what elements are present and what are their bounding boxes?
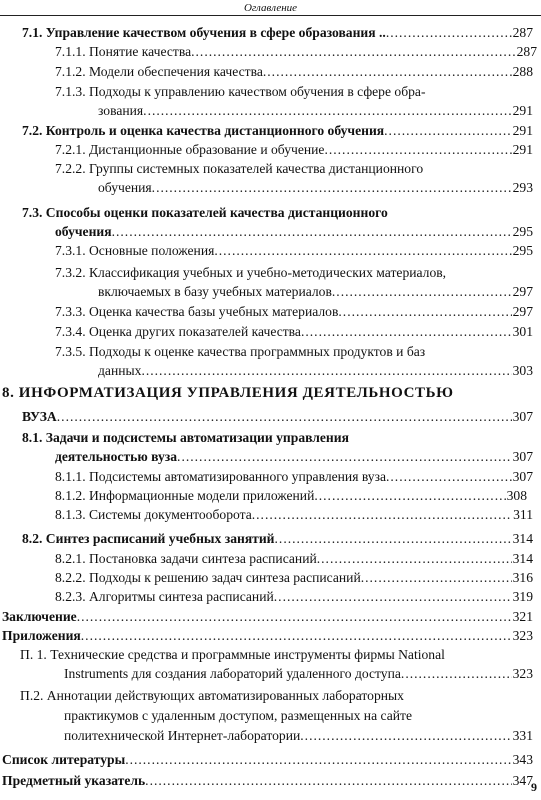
toc-entry-8-2-2 [55,569,533,587]
toc-leader [125,751,511,769]
toc-page-number: 301 [512,324,533,339]
toc-leader [274,588,512,606]
toc-entry-8-1 [22,429,533,447]
toc-entry-title: 7.3.2. Классификация учебных и учебно-методических материалов, [55,265,447,280]
toc-page-number: 303 [512,363,533,378]
toc-entry-7-3-1 [55,242,533,260]
toc-entry-7-3-cont [55,223,533,241]
toc-leader [338,303,511,321]
toc-entry-title: 8.1.3. Системы документооборота [55,507,252,522]
toc-entry-title: П.2. Аннотации действующих автоматизированных лабораторных [20,688,404,703]
toc-page-number: 307 [512,409,533,424]
toc-page-number: 347 [512,773,533,788]
toc-entry-title: 7.1.3. Подходы к управлению качеством обучения в сфере обра- [55,84,426,99]
toc-entry-appendix-2-cont-2 [64,727,533,745]
toc-entry-title: 8. ИНФОРМАТИЗАЦИЯ УПРАВЛЕНИЯ ДЕЯТЕЛЬНОСТЬЮ [2,385,454,401]
toc-leader [361,569,512,587]
toc-page-number: 287 [516,44,537,59]
toc-entry-chapter-8 [2,384,533,402]
toc-leader [332,283,512,301]
toc-entry-title: 7.3. Способы оценки показателей качества дистанционного [22,205,388,220]
toc-entry-title: П. 1. Технические средства и программные инструменты фирмы National [20,647,445,662]
toc-entry-title: Список литературы [2,752,126,767]
toc-entry-title: политехнической Интернет-лаборатории [64,728,301,743]
toc-leader [263,63,512,81]
toc-leader [300,727,511,745]
toc-entry-title: 7.1. Управление качеством обучения в сфере образования .. [22,25,386,40]
toc-entry-appendix-2-cont-1 [64,707,533,725]
toc-entry-index [2,772,533,790]
toc-entry-8-2 [22,530,533,548]
toc-entry-title: 8.1. Задачи и подсистемы автоматизации управления [22,430,349,445]
toc-entry-7-1 [22,24,533,42]
toc-page-number: 291 [512,123,533,138]
toc-entry-title: Instruments для создания лабораторий удаленного доступа [64,666,401,681]
toc-entry-7-3-3 [55,303,533,321]
toc-entry-title: 8.2.1. Постановка задачи синтеза расписаний [55,551,317,566]
toc-page-number: 295 [512,243,533,258]
toc-leader [317,550,512,568]
toc-entry-8-2-3 [55,588,533,606]
toc-entry-title: практикумов с удаленным доступом, размещенных на сайте [64,708,413,723]
toc-page-number: 288 [512,64,533,79]
toc-entry-7-1-3 [55,83,533,101]
toc-leader [152,179,512,197]
toc-leader [141,362,511,380]
toc-entry-7-2-2 [55,160,533,178]
toc-leader [314,487,505,505]
toc-page-number: 321 [512,609,533,624]
toc-entry-7-2-1 [55,141,533,159]
toc-page-number: 331 [512,728,533,743]
toc-entry-8-1-cont [55,448,533,466]
running-header: Оглавление [243,2,298,14]
toc-page-number: 287 [512,25,533,40]
toc-page-number: 291 [512,103,533,118]
toc-entry-appendix-1 [20,646,533,664]
toc-leader [275,530,512,548]
toc-entry-title: 8.1.2. Информационные модели приложений [55,488,315,503]
toc-entry-title: 7.3.3. Оценка качества базы учебных материалов [55,304,339,319]
toc-entry-title: 8.2. Синтез расписаний учебных занятий [22,531,275,546]
toc-entry-title: 7.2.1. Дистанционные образование и обучение [55,142,325,157]
toc-page-number: 293 [512,180,533,195]
toc-leader [386,468,512,486]
toc-entry-appendix-1-cont [64,665,533,683]
toc-entry-title: 7.3.4. Оценка других показателей качества [55,324,301,339]
toc-entry-title: обучения [55,224,112,239]
toc-entry-title: включаемых в базу учебных материалов [98,284,332,299]
toc-page-number: 297 [512,304,533,319]
toc-entry-8-2-1 [55,550,533,568]
toc-page-number: 314 [512,531,533,546]
toc-leader [145,772,511,790]
toc-page-number: 308 [506,488,527,503]
toc-entry-title: 8.1.1. Подсистемы автоматизированного управления вуза [55,469,386,484]
header-rule [0,15,541,16]
page-number: 9 [531,780,537,794]
toc-entry-title: Заключение [2,609,77,624]
toc-entry-chapter-8-cont [22,408,533,426]
toc-entry-title: ВУЗА [22,409,57,424]
toc-page-number: 297 [512,284,533,299]
toc-entry-7-2 [22,122,533,140]
toc-entry-7-3 [22,204,533,222]
toc-page-number: 291 [512,142,533,157]
toc-entry-7-3-4 [55,323,533,341]
toc-entry-title: 7.3.1. Основные положения [55,243,215,258]
toc-leader [301,323,512,341]
toc-entry-conclusion [2,608,533,626]
toc-entry-title: 7.2. Контроль и оценка качества дистанционного обучения [22,123,385,138]
toc-entry-title: данных [98,363,142,378]
toc-entry-8-1-2 [55,487,527,505]
toc-page-number: 314 [512,551,533,566]
toc-page-number: 343 [512,752,533,767]
toc-entry-appendix-2 [20,687,533,705]
toc-entry-7-3-5 [55,343,533,361]
toc-leader [384,122,511,140]
toc-entry-7-3-2-cont [98,283,533,301]
toc-entry-appendices [2,627,533,645]
toc-leader [252,506,512,524]
toc-entry-7-1-2 [55,63,533,81]
toc-entry-7-3-5-cont [98,362,533,380]
toc-page-number: 323 [512,666,533,681]
toc-entry-7-1-3-cont [98,102,533,120]
toc-leader [77,608,512,626]
toc-page-number: 319 [512,589,533,604]
toc-entry-title: Предметный указатель [2,773,146,788]
toc-leader [401,665,512,683]
toc-leader [191,43,515,61]
toc-entry-title: Приложения [2,628,81,643]
toc-entry-title: деятельностью вуза [55,449,178,464]
toc-leader [112,223,512,241]
toc-page-number: 307 [512,449,533,464]
toc-page-number: 316 [512,570,533,585]
toc-leader [324,141,511,159]
toc-leader [143,102,511,120]
toc-page-number: 323 [512,628,533,643]
toc-entry-title: 8.2.2. Подходы к решению задач синтеза расписаний [55,570,361,585]
toc-entry-title: зования [98,103,144,118]
toc-leader [81,627,512,645]
toc-leader [214,242,511,260]
toc-entry-7-1-1 [55,43,537,61]
toc-leader [386,24,512,42]
toc-leader [177,448,512,466]
toc-entry-title: 7.3.5. Подходы к оценке качества программных продуктов и баз [55,344,426,359]
toc-entry-bibliography [2,751,533,769]
toc-leader [57,408,512,426]
toc-entry-8-1-1 [55,468,533,486]
toc-entry-7-3-2 [55,264,533,282]
toc-entry-title: обучения [98,180,152,195]
toc-entry-title: 7.2.2. Группы системных показателей качества дистанционного [55,161,424,176]
toc-entry-title: 8.2.3. Алгоритмы синтеза расписаний [55,589,274,604]
toc-entry-8-1-3 [55,506,533,524]
toc-entry-7-2-2-cont [98,179,533,197]
toc-page-number: 295 [512,224,533,239]
toc-page-number: 311 [513,507,533,522]
toc-entry-title: 7.1.2. Модели обеспечения качества [55,64,263,79]
toc-entry-title: 7.1.1. Понятие качества [55,44,192,59]
toc-page-number: 307 [512,469,533,484]
